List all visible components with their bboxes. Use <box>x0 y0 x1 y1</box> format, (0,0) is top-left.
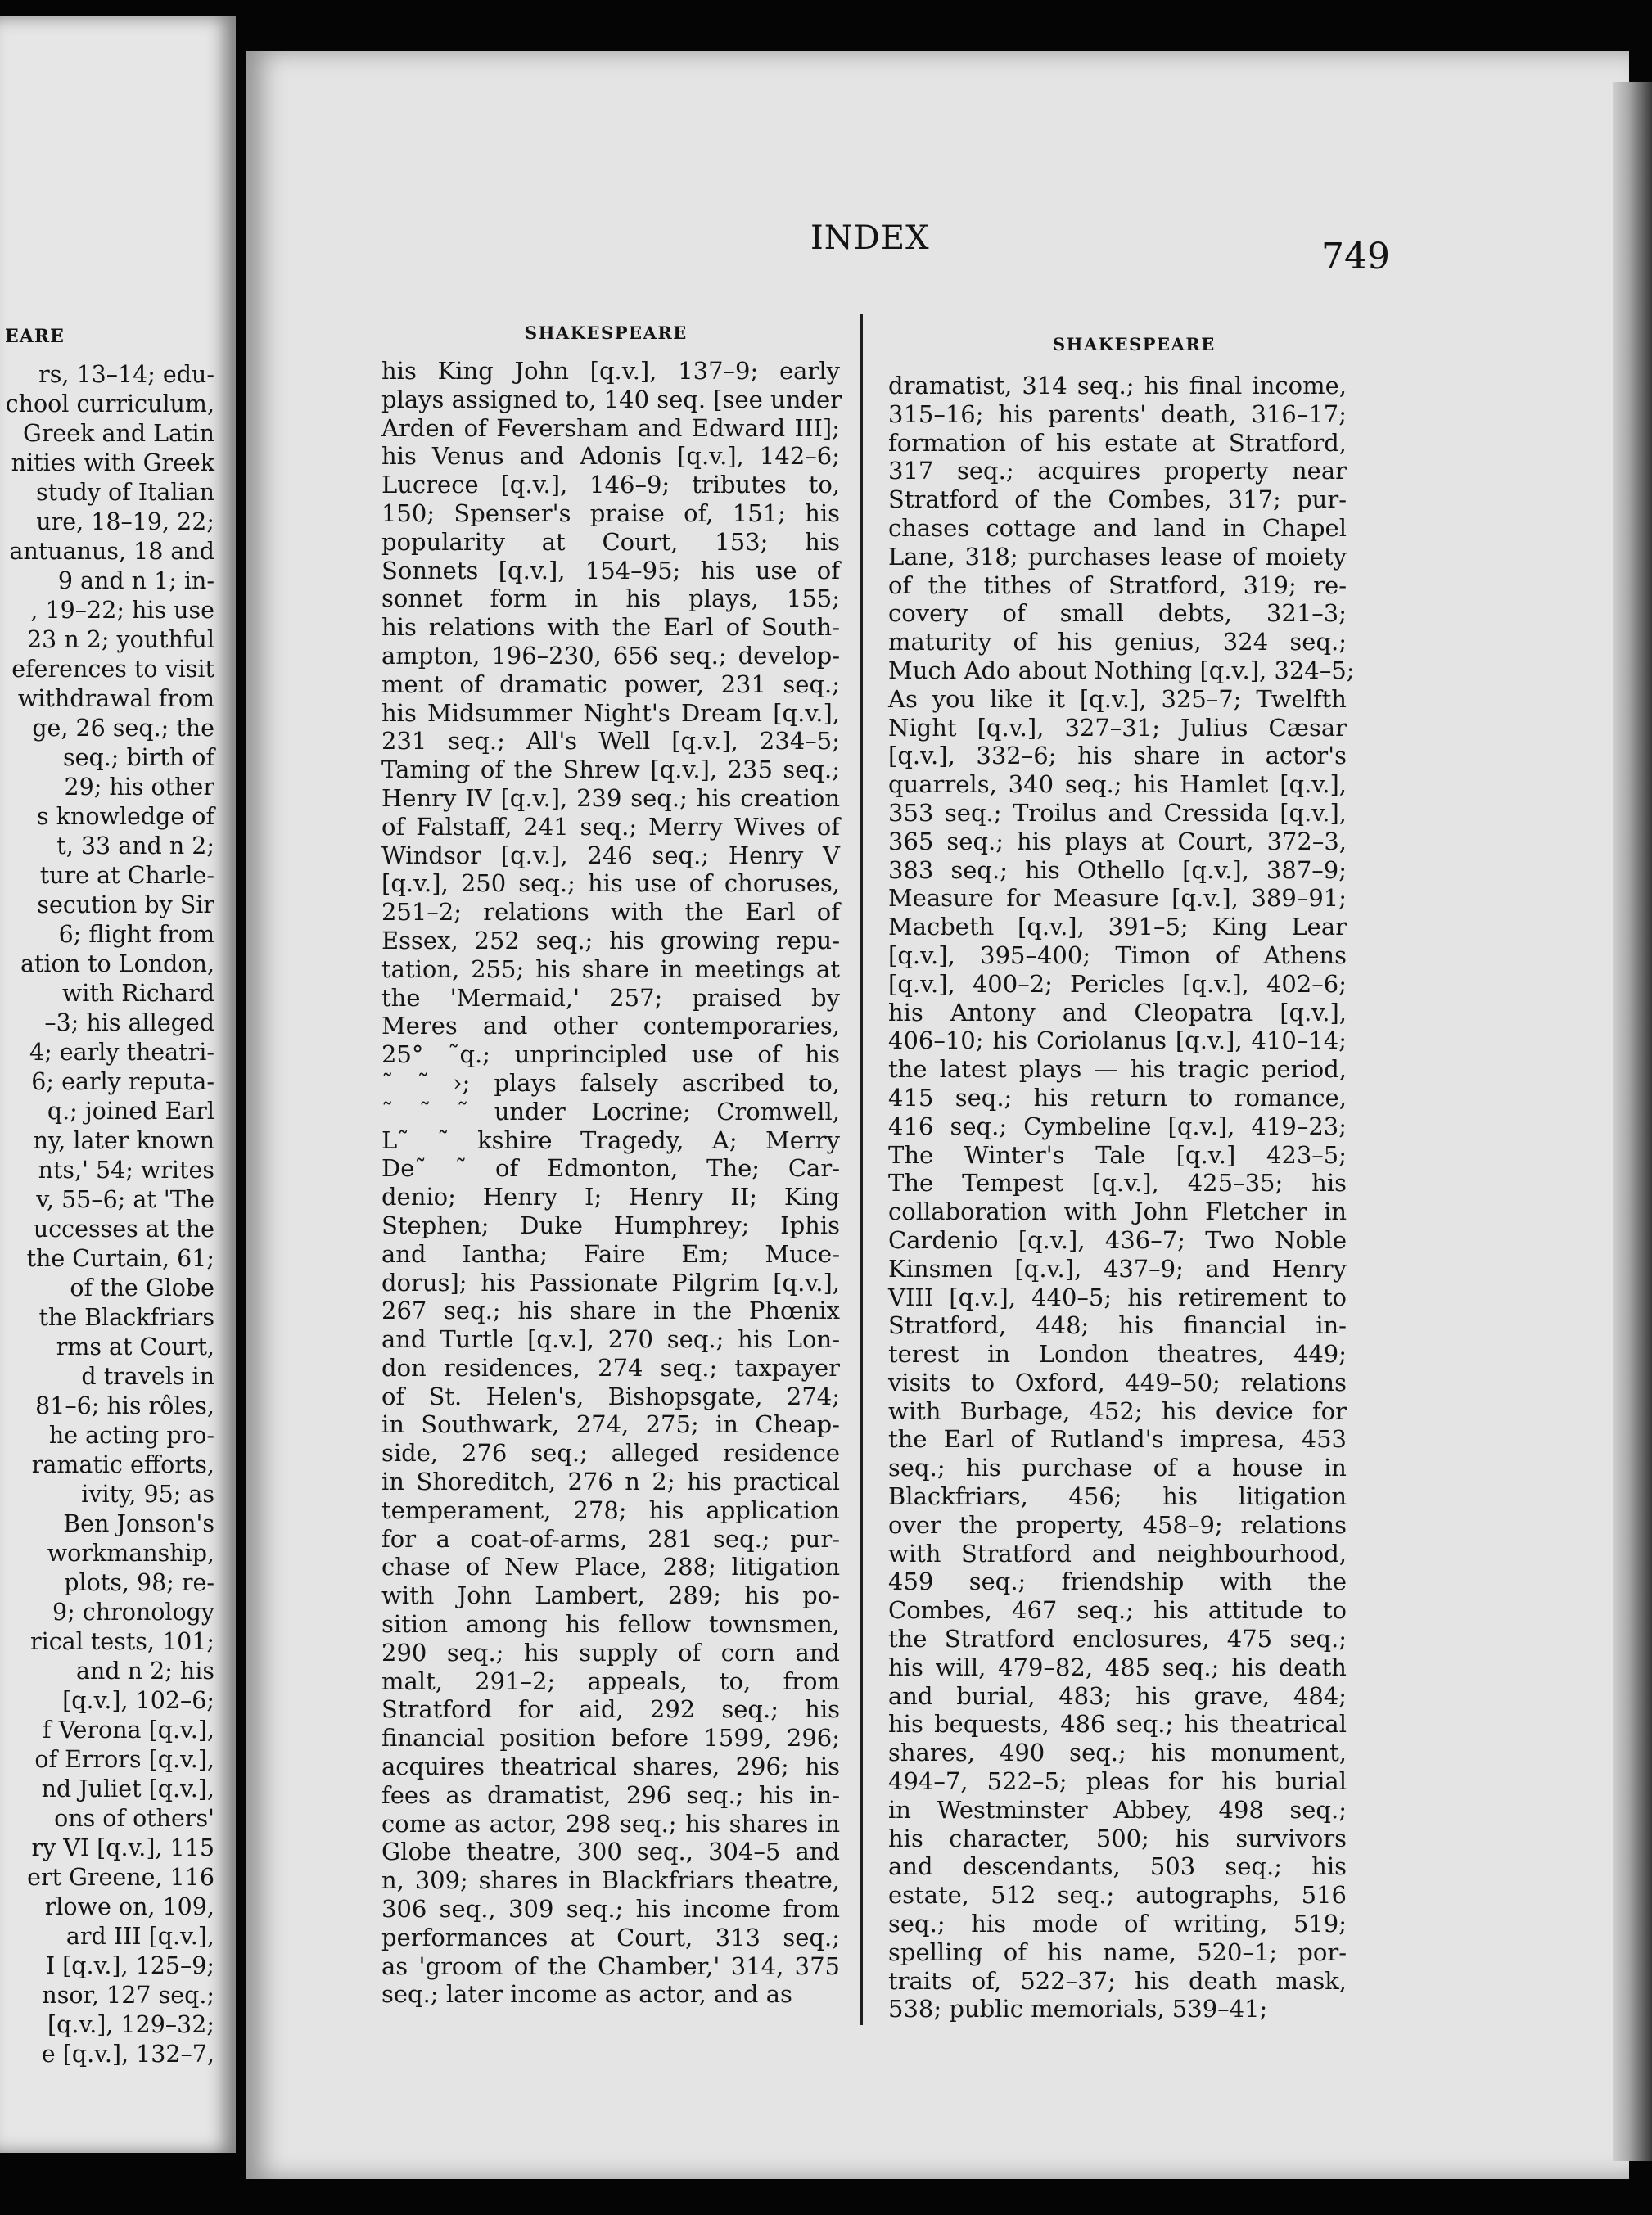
index-entry-line: formation of his estate at Stratford, <box>888 428 1347 457</box>
index-entry-line: in Southwark, 274, 275; in Cheap- <box>381 1410 840 1439</box>
index-entry-line: 353 seq.; Troilus and Cressida [q.v.], <box>888 798 1347 827</box>
index-entry-line: 315–16; his parents' death, 316–17; <box>888 399 1347 428</box>
index-entry-line: 150; Spenser's praise of, 151; his <box>381 498 840 527</box>
left-page-line: seq.; birth of <box>62 744 214 771</box>
index-entry-line: 251–2; relations with the Earl of <box>381 898 840 927</box>
index-entry-line: sonnet form in his plays, 155; <box>381 584 840 613</box>
index-entry-line: temperament, 278; his application <box>381 1495 840 1524</box>
left-page-line: ard III [q.v.], <box>65 1923 214 1950</box>
index-entry-line: De˜ ˜ of Edmonton, The; Car- <box>381 1154 840 1183</box>
index-entry-line: Much Ado about Nothing [q.v.], 324–5; <box>888 656 1355 684</box>
column-heading-right: SHAKESPEARE <box>1053 334 1216 354</box>
left-page-line: uccesses at the <box>33 1216 214 1243</box>
index-entry-line: financial position before 1599, 296; <box>381 1724 840 1753</box>
left-page-line: the Blackfriars <box>38 1304 214 1331</box>
left-page-line: t, 33 and n 2; <box>56 832 214 859</box>
left-page-line: ramatic efforts, <box>31 1451 214 1478</box>
left-page-line: s knowledge of <box>37 803 214 830</box>
index-entry-line: with Stratford and neighbourhood, <box>888 1539 1347 1568</box>
index-entry-line: n, 309; shares in Blackfriars theatre, <box>381 1866 840 1895</box>
left-page-line: , 19–22; his use <box>30 597 214 624</box>
index-entry-line: sition among his fellow townsmen, <box>381 1610 840 1639</box>
left-page-line: rical tests, 101; <box>29 1628 214 1655</box>
index-entry-line: plays assigned to, 140 seq. [see under <box>381 385 842 413</box>
index-entry-line: and Iantha; Faire Em; Muce- <box>381 1239 840 1268</box>
index-entry-line: shares, 490 seq.; his monument, <box>888 1739 1347 1767</box>
index-entry-line: come as actor, 298 seq.; his shares in <box>381 1809 840 1838</box>
left-page-line: of the Globe <box>70 1274 214 1301</box>
index-entry-line: Stratford, 448; his financial in- <box>888 1311 1347 1340</box>
index-entry-line: Lucrece [q.v.], 146–9; tributes to, <box>381 471 840 499</box>
index-entry-line: estate, 512 seq.; autographs, 516 <box>888 1881 1347 1910</box>
index-entry-line: ampton, 196–230, 656 seq.; develop- <box>381 641 840 670</box>
left-page-line: rs, 13–14; edu- <box>38 361 214 388</box>
left-page-line: ry VI [q.v.], 115 <box>31 1834 214 1861</box>
index-entry-line: 459 seq.; friendship with the <box>888 1568 1347 1596</box>
index-entry-line: his will, 479–82, 485 seq.; his death <box>888 1653 1347 1681</box>
index-entry-line: dramatist, 314 seq.; his final income, <box>888 372 1347 399</box>
left-page-line: 81–6; his rôles, <box>35 1392 214 1419</box>
index-entry-line: the 'Mermaid,' 257; praised by <box>381 983 840 1012</box>
index-entry-line: 494–7, 522–5; pleas for his burial <box>888 1767 1347 1796</box>
left-page-line: –3; his alleged <box>44 1009 214 1036</box>
index-entry-line: chases cottage and land in Chapel <box>888 513 1347 542</box>
index-entry-line: the Earl of Rutland's impresa, 453 <box>888 1425 1347 1454</box>
index-entry-line: Stratford for aid, 292 seq.; his <box>381 1695 840 1724</box>
left-page-line: f Verona [q.v.], <box>42 1717 214 1744</box>
left-page-line: e [q.v.], 132–7, <box>41 2041 214 2068</box>
left-page-line: nd Juliet [q.v.], <box>41 1775 214 1802</box>
index-entry-line: The Tempest [q.v.], 425–35; his <box>888 1169 1347 1198</box>
left-page-line: 6; early reputa- <box>31 1068 214 1095</box>
index-entry-line: ment of dramatic power, 231 seq.; <box>381 670 840 698</box>
index-entry-line: Stephen; Duke Humphrey; Iphis <box>381 1211 840 1239</box>
index-entry-line: traits of, 522–37; his death mask, <box>888 1966 1347 1995</box>
left-page-line: nsor, 127 seq.; <box>42 1982 214 2009</box>
index-entry-line: 383 seq.; his Othello [q.v.], 387–9; <box>888 855 1347 884</box>
index-entry-line: for a coat-of-arms, 281 seq.; pur- <box>381 1524 840 1553</box>
index-entry-line: chase of New Place, 288; litigation <box>381 1553 840 1581</box>
index-entry-line: [q.v.], 250 seq.; his use of choruses, <box>381 869 840 898</box>
left-page-line: secution by Sir <box>37 891 214 918</box>
index-entry-line: ˜ ˜ ˜ under Locrine; Cromwell, <box>381 1097 840 1126</box>
left-page-line: 9 and n 1; in- <box>57 567 214 594</box>
left-page-line: ge, 26 seq.; the <box>32 715 214 742</box>
index-entry-line: 231 seq.; All's Well [q.v.], 234–5; <box>381 727 840 756</box>
left-page-line: study of Italian <box>36 479 214 506</box>
left-page-text <box>0 360 214 2069</box>
index-entry-line: [q.v.], 400–2; Pericles [q.v.], 402–6; <box>888 969 1347 998</box>
index-entry-line: acquires theatrical shares, 296; his <box>381 1753 840 1781</box>
left-page-line: v, 55–6; at 'The <box>36 1186 214 1213</box>
index-entry-line: quarrels, 340 seq.; his Hamlet [q.v.], <box>888 770 1347 799</box>
left-page-line: [q.v.], 102–6; <box>62 1687 214 1714</box>
index-entry-line: his bequests, 486 seq.; his theatrical <box>888 1710 1347 1739</box>
left-page-line: he acting pro- <box>48 1422 214 1449</box>
left-page-line: 9; chronology <box>52 1599 214 1626</box>
index-entry-line: Arden of Feversham and Edward III]; <box>381 413 840 442</box>
index-entry-line: as 'groom of the Chamber,' 314, 375 <box>381 1951 840 1980</box>
index-entry-line: visits to Oxford, 449–50; relations <box>888 1368 1347 1396</box>
index-entry-line: of the tithes of Stratford, 319; re- <box>888 571 1347 599</box>
index-entry-line: and burial, 483; his grave, 484; <box>888 1681 1347 1710</box>
index-entry-line: in Westminster Abbey, 498 seq.; <box>888 1795 1347 1824</box>
left-page-line: [q.v.], 129–32; <box>47 2011 214 2038</box>
index-entry-line: of Falstaff, 241 seq.; Merry Wives of <box>381 812 840 841</box>
left-page-line: plots, 98; re- <box>64 1569 214 1596</box>
index-entry-line: Globe theatre, 300 seq., 304–5 and <box>381 1838 840 1866</box>
left-page-line: ture at Charle- <box>39 862 214 889</box>
page-number: 749 <box>1321 236 1390 277</box>
left-page-line: rms at Court, <box>56 1333 214 1360</box>
index-entry-line: and descendants, 503 seq.; his <box>888 1852 1347 1881</box>
index-entry-line: tation, 255; his share in meetings at <box>381 954 840 983</box>
index-entry-line: dorus]; his Passionate Pilgrim [q.v.], <box>381 1268 840 1297</box>
index-entry-line: performances at Court, 313 seq.; <box>381 1923 840 1951</box>
index-entry-line: 406–10; his Coriolanus [q.v.], 410–14; <box>888 1026 1347 1055</box>
left-page-line: ure, 18–19, 22; <box>36 508 214 535</box>
left-page-line: Greek and Latin <box>23 420 214 447</box>
index-entry-line: his King John [q.v.], 137–9; early <box>381 357 840 385</box>
index-entry-line: 290 seq.; his supply of corn and <box>381 1638 840 1667</box>
index-entry-line: spelling of his name, 520–1; por- <box>888 1938 1347 1966</box>
index-entry-line: in Shoreditch, 276 n 2; his practical <box>381 1468 840 1496</box>
left-page-line: workmanship, <box>47 1540 214 1567</box>
left-page-line: nts,' 54; writes <box>38 1157 214 1184</box>
left-page-line: of Errors [q.v.], <box>34 1746 214 1773</box>
left-page-line: I [q.v.], 125–9; <box>45 1952 214 1979</box>
left-page-line: ation to London, <box>20 950 214 977</box>
index-entry-line: Measure for Measure [q.v.], 389–91; <box>888 884 1347 913</box>
left-page-line: ert Greene, 116 <box>27 1864 214 1891</box>
index-entry-line: with Burbage, 452; his device for <box>888 1396 1347 1425</box>
index-entry-line: denio; Henry I; Henry II; King <box>381 1183 840 1211</box>
index-column-right <box>888 372 1355 2023</box>
index-entry-line: terest in London theatres, 449; <box>888 1340 1347 1369</box>
left-page-line: ny, later known <box>33 1127 214 1154</box>
index-entry-line: popularity at Court, 153; his <box>381 527 840 556</box>
running-head: INDEX <box>810 219 930 257</box>
index-column-left <box>381 357 840 2009</box>
left-page-line: antuanus, 18 and <box>9 538 214 565</box>
index-entry-line: Taming of the Shrew [q.v.], 235 seq.; <box>381 756 840 784</box>
index-entry-line: fees as dramatist, 296 seq.; his in- <box>381 1780 840 1809</box>
index-entry-line: 416 seq.; Cymbeline [q.v.], 419–23; <box>888 1112 1347 1140</box>
column-heading-left: SHAKESPEARE <box>525 323 688 343</box>
index-entry-line: malt, 291–2; appeals, to, from <box>381 1667 840 1695</box>
index-entry-line: his Antony and Cleopatra [q.v.], <box>888 998 1347 1026</box>
index-entry-line: Sonnets [q.v.], 154–95; his use of <box>381 556 840 584</box>
index-entry-line: 415 seq.; his return to romance, <box>888 1083 1347 1112</box>
index-entry-line: the Stratford enclosures, 475 seq.; <box>888 1625 1347 1653</box>
index-entry-line: Windsor [q.v.], 246 seq.; Henry V <box>381 841 840 869</box>
index-entry-line: Lane, 318; purchases lease of moiety <box>888 542 1347 571</box>
index-entry-line: the latest plays — his tragic period, <box>888 1055 1347 1084</box>
index-entry-line: As you like it [q.v.], 325–7; Twelfth <box>888 684 1347 713</box>
left-facing-page <box>0 16 236 2153</box>
left-page-line: 29; his other <box>64 774 214 801</box>
left-page-line: with Richard <box>61 980 214 1007</box>
index-entry-line: [q.v.], 332–6; his share in actor's <box>888 742 1347 770</box>
index-entry-line: Combes, 467 seq.; his attitude to <box>888 1596 1347 1625</box>
index-entry-line: Stratford of the Combes, 317; pur- <box>888 485 1347 514</box>
index-entry-line: and Turtle [q.v.], 270 seq.; his Lon- <box>381 1325 840 1354</box>
index-entry-line: 538; public memorials, 539–41; <box>888 1995 1268 2023</box>
index-entry-line: seq.; his mode of writing, 519; <box>888 1910 1347 1938</box>
index-entry-line: Macbeth [q.v.], 391–5; King Lear <box>888 913 1347 941</box>
index-entry-line: ˜ ˜ ›; plays falsely ascribed to, <box>381 1068 840 1097</box>
index-entry-line: don residences, 274 seq.; taxpayer <box>381 1353 840 1382</box>
left-page-line: rlowe on, 109, <box>44 1893 214 1920</box>
index-entry-line: 365 seq.; his plays at Court, 372–3, <box>888 827 1347 855</box>
left-page-column-heading: EARE <box>5 326 65 347</box>
index-entry-line: his Venus and Adonis [q.v.], 142–6; <box>381 442 840 471</box>
index-entry-line: Meres and other contemporaries, <box>381 1012 840 1040</box>
index-entry-line: seq.; his purchase of a house in <box>888 1454 1347 1482</box>
index-entry-line: collaboration with John Fletcher in <box>888 1198 1347 1226</box>
index-entry-line: his character, 500; his survivors <box>888 1824 1347 1852</box>
left-page-line: withdrawal from <box>17 685 214 712</box>
left-page-line: the Curtain, 61; <box>26 1245 214 1272</box>
index-entry-line: 25° ˜q.; unprincipled use of his <box>381 1040 840 1069</box>
left-page-line: 6; flight from <box>58 921 214 948</box>
left-page-line: nities with Greek <box>11 449 214 476</box>
index-entry-line: [q.v.], 395–400; Timon of Athens <box>888 941 1347 969</box>
index-entry-line: covery of small debts, 321–3; <box>888 599 1347 628</box>
page-edge <box>1613 82 1652 2161</box>
index-entry-line: Night [q.v.], 327–31; Julius Cæsar <box>888 713 1347 742</box>
index-entry-line: Cardenio [q.v.], 436–7; Two Noble <box>888 1225 1347 1254</box>
index-entry-line: Kinsmen [q.v.], 437–9; and Henry <box>888 1254 1347 1283</box>
index-entry-line: seq.; later income as actor, and as <box>381 1980 792 2009</box>
left-page-line: and n 2; his <box>76 1658 214 1685</box>
index-entry-line: Henry IV [q.v.], 239 seq.; his creation <box>381 783 840 812</box>
index-entry-line: The Winter's Tale [q.v.] 423–5; <box>888 1140 1347 1169</box>
index-entry-line: his relations with the Earl of South- <box>381 613 840 642</box>
index-entry-line: with John Lambert, 289; his po- <box>381 1581 840 1610</box>
left-page-line: ons of others' <box>54 1805 214 1832</box>
left-page-line: eferences to visit <box>11 656 214 683</box>
left-page-line: d travels in <box>81 1363 214 1390</box>
index-entry-line: L˜ ˜ kshire Tragedy, A; Merry <box>381 1126 840 1154</box>
index-entry-line: over the property, 458–9; relations <box>888 1510 1347 1539</box>
index-entry-line: of St. Helen's, Bishopsgate, 274; <box>381 1382 840 1410</box>
left-page-line: Ben Jonson's <box>63 1510 214 1537</box>
index-entry-line: 306 seq., 309 seq.; his income from <box>381 1895 840 1924</box>
index-entry-line: maturity of his genius, 324 seq.; <box>888 628 1347 656</box>
index-entry-line: side, 276 seq.; alleged residence <box>381 1439 840 1468</box>
index-entry-line: 317 seq.; acquires property near <box>888 457 1347 485</box>
left-page-line: 4; early theatri- <box>29 1039 214 1066</box>
left-page-line: 23 n 2; youthful <box>27 626 214 653</box>
column-divider <box>860 314 863 2025</box>
index-entry-line: Essex, 252 seq.; his growing repu- <box>381 926 840 954</box>
left-page-line: q.; joined Earl <box>47 1098 214 1125</box>
index-entry-line: VIII [q.v.], 440–5; his retirement to <box>888 1283 1347 1311</box>
left-page-line: chool curriculum, <box>5 390 214 417</box>
index-entry-line: 267 seq.; his share in the Phœnix <box>381 1297 840 1325</box>
index-entry-line: Blackfriars, 456; his litigation <box>888 1482 1347 1511</box>
index-entry-line: his Midsummer Night's Dream [q.v.], <box>381 698 840 727</box>
left-page-line: ivity, 95; as <box>81 1481 214 1508</box>
